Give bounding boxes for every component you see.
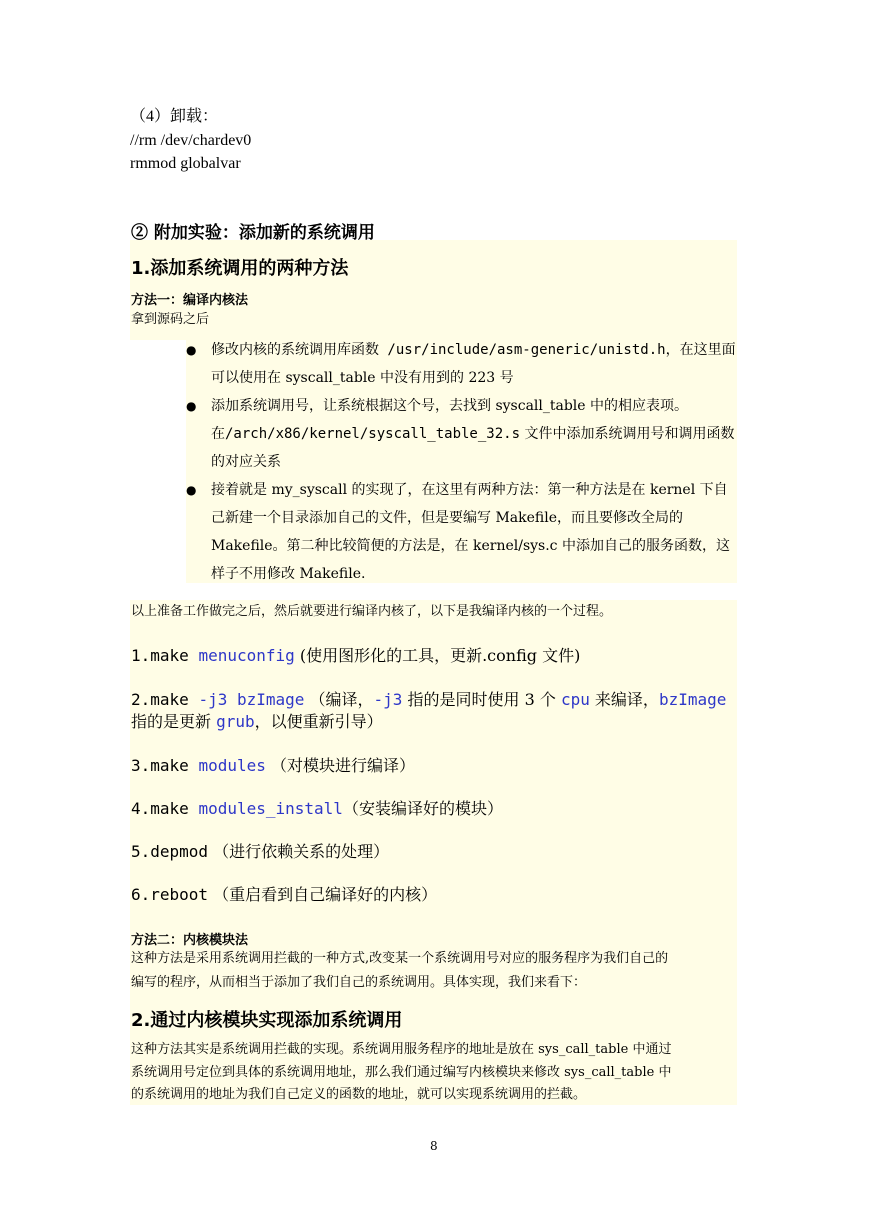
bullet-path: /usr/include/asm-generic/unistd.h — [379, 342, 666, 358]
unload-line-1: //rm /dev/chardev0 — [130, 132, 252, 149]
unload-heading: （4）卸载： — [130, 108, 219, 125]
command-desc: 指的是更新 — [131, 712, 217, 731]
bullet-text-suffix: ，在这里面可以使用在 syscall_table 中没有用到的 223 号 — [211, 342, 736, 386]
command-name: 2.make — [131, 690, 199, 709]
method2-title: 方法二：内核模块法 — [131, 933, 249, 948]
method2-line-2: 编写的程序，从而相当于添加了我们自己的系统调用。具体实现，我们来看下： — [131, 975, 587, 990]
command-term: cpu — [560, 690, 590, 709]
command-desc: （编译， — [304, 690, 374, 709]
method2-line-1: 这种方法是采用系统调用拦截的一种方式,改变某一个系统调用号对应的服务程序为我们自己的 — [131, 951, 669, 966]
bullet-path: /arch/x86/kernel/syscall_table_32.s — [225, 426, 521, 442]
command-1 — [131, 645, 580, 667]
bullet-text: 修改内核的系统调用库函数 — [211, 342, 379, 358]
heading-2: 2.通过内核模块实现添加系统调用 — [131, 1010, 403, 1031]
unload-line-2: rmmod globalvar — [130, 155, 241, 172]
command-name: 3.make — [131, 756, 199, 775]
bullet-icon: ● — [186, 399, 197, 413]
command-desc: 指的是同时使用 3 个 — [402, 690, 561, 709]
command-name: 1.make — [131, 646, 199, 665]
final-line-3: 的系统调用的地址为我们自己定义的函数的地址，就可以实现系统调用的拦截。 — [131, 1087, 587, 1102]
section-title: ② 附加实验：添加新的系统调用 — [131, 223, 375, 243]
after-prep-text: 以上准备工作做完之后，然后就要进行编译内核了，以下是我编译内核的一个过程。 — [131, 604, 613, 619]
bullet-icon: ● — [186, 483, 197, 497]
command-desc: ，以便重新引导） — [254, 712, 383, 731]
command-arg: modules_install — [198, 799, 343, 818]
command-term: bzImage — [658, 690, 727, 709]
command-arg: -j3 bzImage — [198, 690, 305, 709]
command-name: 5.depmod — [131, 842, 209, 861]
command-6 — [131, 884, 437, 906]
command-arg: modules — [198, 756, 266, 775]
command-arg: menuconfig — [198, 646, 295, 665]
command-desc: （进行依赖关系的处理） — [208, 842, 390, 861]
command-desc: (使用图形化的工具，更新.config 文件) — [294, 646, 581, 665]
page-number: 8 — [430, 1139, 438, 1153]
command-desc: （对模块进行编译） — [265, 756, 415, 775]
command-desc: （安装编译好的模块） — [342, 799, 503, 818]
bullet-icon: ● — [186, 343, 197, 357]
command-desc: （重启看到自己编译好的内核） — [208, 885, 438, 904]
command-flag: -j3 — [373, 690, 403, 709]
final-line-1: 这种方法其实是系统调用拦截的实现。系统调用服务程序的地址是放在 sys_call_table 中通过 — [131, 1042, 672, 1057]
list-item — [186, 336, 736, 392]
list-item — [186, 476, 736, 588]
command-name: 6.reboot — [131, 885, 209, 904]
bullet-text-suffix: 文件中添加系统调用号和调用函数的对应关系 — [211, 426, 735, 470]
command-4 — [131, 798, 503, 820]
command-2 — [131, 689, 741, 733]
bullet-text: 接着就是 my_syscall 的实现了，在这里有两种方法：第一种方法是在 kernel 下自己新建一个目录添加自己的文件，但是要编写 Makefile，而且要修改全局的 Makefile。第二种比较简便的方法是，在 kernel/sys.c 中添加自己的服务函数，这样子不用修改 Makefile. — [211, 482, 730, 582]
command-desc: 来编译， — [589, 690, 659, 709]
bullet-text: 添加系统调用号，让系统根据这个号，去找到 syscall_table 中的相应表项。在 — [211, 398, 689, 442]
command-5 — [131, 841, 389, 863]
command-term: grub — [216, 712, 255, 731]
heading-1: 1.添加系统调用的两种方法 — [131, 258, 349, 279]
final-line-2: 系统调用号定位到具体的系统调用地址，那么我们通过编写内核模块来修改 sys_call_table 中 — [131, 1065, 672, 1080]
command-3 — [131, 755, 415, 777]
method1-title: 方法一：编译内核法 — [131, 293, 249, 308]
command-name: 4.make — [131, 799, 199, 818]
method1-bullet-list — [186, 336, 736, 588]
method1-intro: 拿到源码之后 — [131, 312, 210, 327]
list-item — [186, 392, 736, 476]
